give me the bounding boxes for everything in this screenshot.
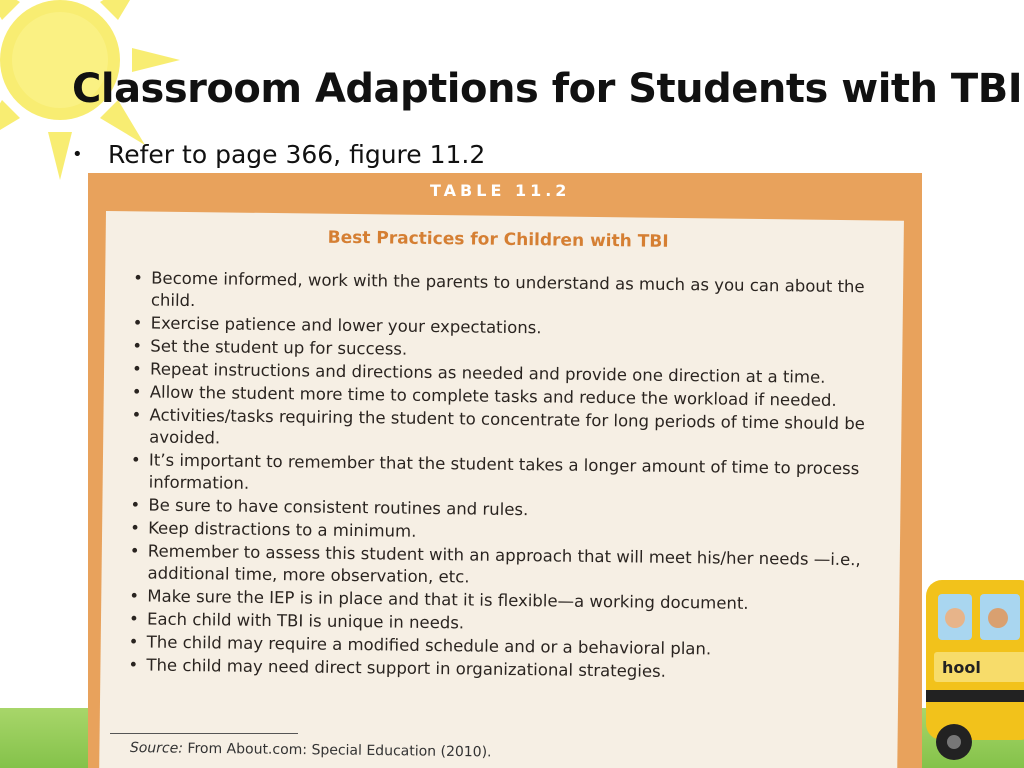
practice-item: • Be sure to have consistent routines and rules. <box>128 494 868 525</box>
practice-item: • Exercise patience and lower your expectations. <box>130 312 870 343</box>
textbook-table-image <box>88 173 922 768</box>
practice-item: • Become informed, work with the parents to understand as much as you can about the child. <box>131 267 871 320</box>
bullet-dot: • <box>72 144 83 165</box>
table-title: Best Practices for Children with TBI <box>327 227 669 252</box>
practice-item: • Repeat instructions and directions as needed and provide one direction at a time. <box>130 358 870 389</box>
slide-bullet-text: Refer to page 366, figure 11.2 <box>108 140 486 169</box>
practice-item: • Set the student up for success. <box>130 335 870 366</box>
school-bus-icon <box>914 570 1024 768</box>
practices-list <box>126 267 871 686</box>
source-label: Source: <box>129 740 184 757</box>
practice-item: • Activities/tasks requiring the student to concentrate for long periods of time should be avoided. <box>129 404 869 457</box>
practice-item: • Remember to assess this student with an approach that will meet his/her needs —i.e., additional time, more observation, etc. <box>127 540 867 593</box>
source-divider <box>110 733 298 734</box>
table-body <box>99 211 904 768</box>
practice-item: • Allow the student more time to complete tasks and reduce the workload if needed. <box>130 381 870 412</box>
svg-text:hool: hool <box>942 658 981 677</box>
practice-item: • Keep distractions to a minimum. <box>128 517 868 548</box>
table-frame <box>88 173 922 768</box>
practice-item: • The child may need direct support in organizational strategies. <box>126 654 866 685</box>
practice-item: • Make sure the IEP is in place and that it is flexible—a working document. <box>127 585 867 616</box>
table-label: TABLE 11.2 <box>430 181 571 200</box>
practice-item: • The child may require a modified schedule and or a behavioral plan. <box>127 631 867 662</box>
source-text: From About.com: Special Education (2010). <box>187 740 492 761</box>
slide-title: Classroom Adaptions for Students with TBI <box>72 66 1023 112</box>
slide-bullet <box>72 140 485 169</box>
practice-item: • Each child with TBI is unique in needs. <box>127 608 867 639</box>
practice-item: • It’s important to remember that the student takes a longer amount of time to process information. <box>129 449 869 502</box>
